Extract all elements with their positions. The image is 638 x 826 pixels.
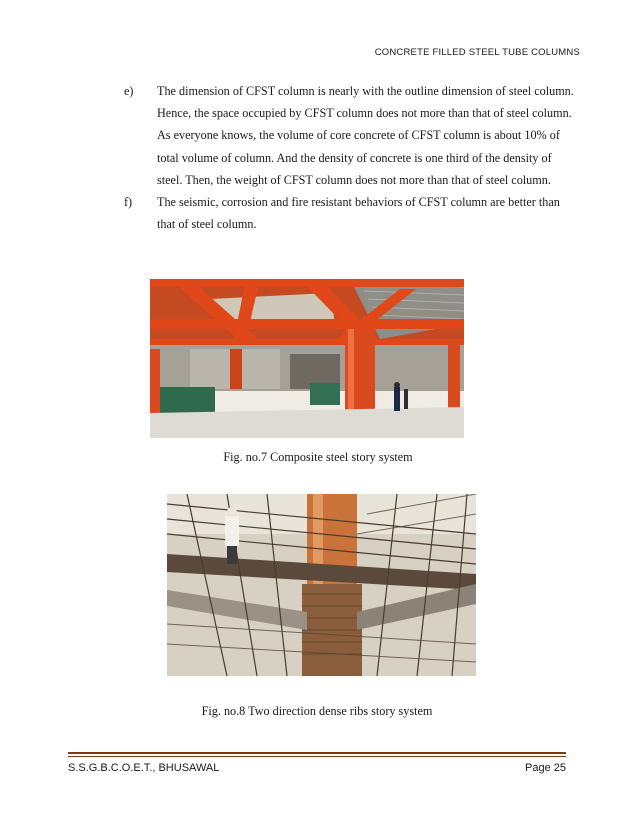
figure-7-caption: Fig. no.7 Composite steel story system xyxy=(223,450,413,464)
composite-steel-story-photo xyxy=(150,279,464,438)
page-number: Page 25 xyxy=(525,762,566,774)
list-item-text: The dimension of CFST column is nearly with the outline dimension of steel column. Hence, the space occupied by CFST column does not more than that of steel column. As everyone knows, the volume of core concrete of CFST column is about 10% of total volume of column. And the density of concrete is one third of the density of steel. Then, the weight of CFST column does not more than that of steel column. xyxy=(157,84,574,187)
footer-rule-thick xyxy=(68,752,566,754)
list-item-f xyxy=(124,191,574,235)
list-item-text: The seismic, corrosion and fire resistant behaviors of CFST column are better than that of steel column. xyxy=(157,195,560,232)
list-marker: e) xyxy=(124,84,134,98)
footer-rule-thin xyxy=(68,756,566,757)
list-item-e xyxy=(124,80,574,191)
figure-8-caption: Fig. no.8 Two direction dense ribs story system xyxy=(201,704,433,718)
footer-institution: S.S.G.B.C.O.E.T., BHUSAWAL xyxy=(68,762,220,774)
running-header: CONCRETE FILLED STEEL TUBE COLUMNS xyxy=(374,47,580,58)
list-marker: f) xyxy=(124,195,133,210)
dense-ribs-story-photo xyxy=(167,494,476,676)
feature-list xyxy=(124,80,574,235)
